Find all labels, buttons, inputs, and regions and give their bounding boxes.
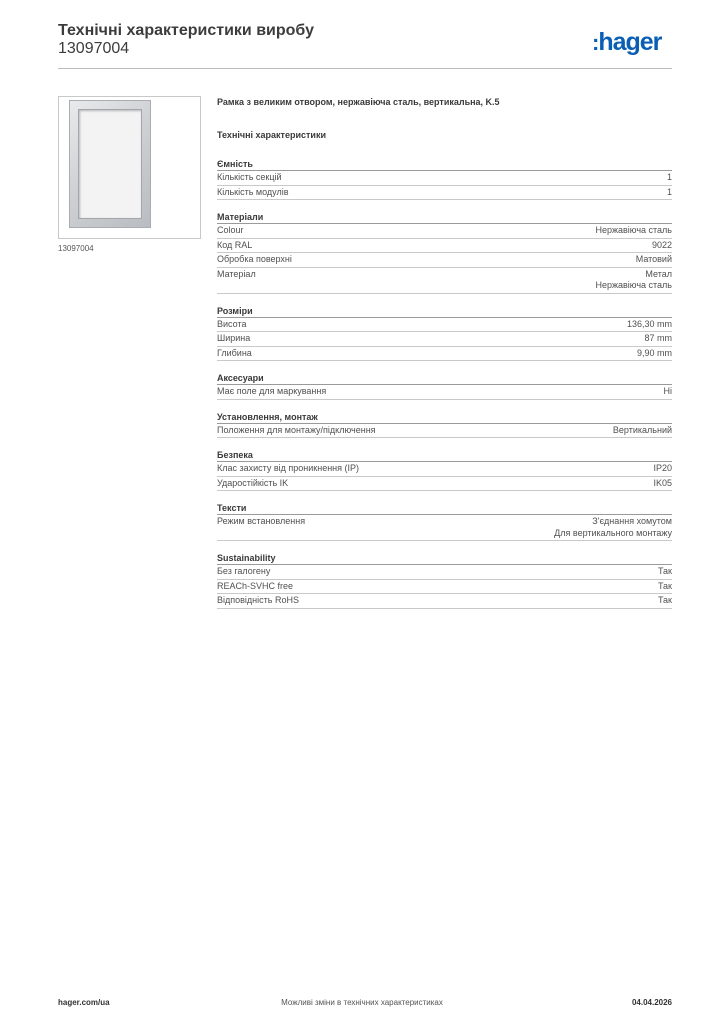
spec-label: Матеріал: [217, 268, 256, 279]
spec-value-line: Матовий: [635, 254, 672, 264]
spec-label: Colour: [217, 225, 244, 235]
spec-label: Кількість секцій: [217, 172, 282, 182]
spec-row: [217, 515, 672, 541]
spec-group-title: Sustainability: [217, 553, 276, 563]
spec-label: Ширина: [217, 333, 251, 343]
spec-row: [217, 171, 672, 186]
spec-label: Має поле для маркування: [217, 386, 327, 396]
spec-group-title: Матеріали: [217, 212, 264, 222]
image-caption: 13097004: [58, 244, 94, 253]
spec-groups: [217, 159, 672, 609]
spec-row: [217, 462, 672, 477]
spec-label: Клас захисту від проникнення (IP): [217, 463, 360, 473]
spec-value: [636, 254, 672, 266]
spec-label: Відповідність RoHS: [217, 595, 299, 605]
spec-value: [554, 516, 672, 539]
spec-row: [217, 318, 672, 333]
spec-group-title: Тексти: [217, 503, 247, 513]
spec-label: Глибина: [217, 347, 252, 358]
spec-value: [595, 225, 672, 237]
spec-value-line: Метал: [645, 268, 672, 279]
spec-label: Обробка поверхні: [217, 254, 292, 264]
spec-value: [644, 333, 672, 345]
logo-mark: :: [592, 30, 599, 55]
spec-row: [217, 253, 672, 268]
spec-value-line: Ні: [663, 386, 672, 396]
document-title: Технічні характеристики виробу: [58, 22, 314, 39]
spec-value: [595, 269, 672, 292]
spec-label: Ударостійкість IK: [217, 477, 289, 488]
spec-value: [652, 240, 672, 252]
spec-row: [217, 424, 672, 439]
spec-group-title: Установлення, монтаж: [217, 411, 318, 422]
footer-website: hager.com/ua: [58, 998, 110, 1007]
logo-text: hager: [598, 28, 662, 56]
spec-value-line: З'єднання хомутом: [592, 516, 672, 526]
spec-row: [217, 565, 672, 580]
spec-value: [667, 172, 672, 184]
spec-value-line: Для вертикального монтажу: [554, 527, 672, 538]
footer-date: 04.04.2026: [631, 998, 672, 1007]
spec-value-line: Так: [657, 580, 672, 591]
section-heading: Технічні характеристики: [217, 130, 326, 140]
spec-value-line: 9,90 mm: [636, 347, 672, 358]
spec-row: [217, 594, 672, 609]
spec-value-line: 87 mm: [644, 333, 672, 343]
spec-value-line: Вертикальний: [612, 424, 672, 435]
product-name: Рамка з великим отвором, нержавіюча сталь, вертикальна, K.5: [217, 97, 500, 107]
spec-value: [658, 595, 672, 607]
frame-opening: [78, 109, 142, 219]
spec-label: Код RAL: [217, 239, 253, 250]
spec-value-line: IP20: [653, 463, 672, 473]
header-divider: [58, 68, 672, 69]
spec-group-title: Безпека: [217, 450, 253, 460]
spec-value: [658, 581, 672, 593]
spec-value: [613, 425, 672, 437]
frame-picture: [69, 100, 151, 228]
spec-value: [653, 463, 672, 475]
spec-value-line: Так: [657, 595, 672, 605]
spec-value: [667, 187, 672, 199]
spec-row: [217, 580, 672, 595]
spec-row: [217, 186, 672, 201]
spec-value-line: 136,30 mm: [626, 318, 672, 329]
spec-row: [217, 239, 672, 254]
spec-value: [627, 319, 672, 331]
spec-group-title: Аксесуари: [217, 373, 264, 383]
spec-value-line: Нержавіюча сталь: [595, 280, 672, 290]
spec-value-line: IK05: [653, 477, 672, 488]
spec-value: [653, 478, 672, 490]
spec-value-line: 1: [666, 172, 672, 182]
product-code: 13097004: [58, 40, 130, 57]
spec-group-title: Розміри: [217, 305, 253, 316]
spec-value: [637, 348, 672, 360]
spec-label: Положення для монтажу/підключення: [217, 424, 376, 435]
spec-label: Висота: [217, 318, 247, 329]
spec-row: [217, 268, 672, 294]
footer-disclaimer: Можливі зміни в технічних характеристиках: [281, 998, 443, 1007]
spec-value-line: Нержавіюча сталь: [595, 225, 672, 235]
spec-label: Без галогену: [217, 566, 271, 576]
spec-value: [658, 566, 672, 578]
spec-label: Режим встановлення: [217, 516, 306, 526]
spec-value-line: 9022: [651, 239, 672, 250]
spec-row: [217, 224, 672, 239]
spec-row: [217, 385, 672, 400]
spec-value: [664, 386, 673, 398]
product-image: [58, 96, 201, 239]
spec-label: Кількість модулів: [217, 186, 289, 197]
spec-label: REACh-SVHC free: [217, 580, 294, 591]
spec-value-line: Так: [657, 566, 672, 576]
hager-logo: [592, 28, 661, 57]
spec-value-line: 1: [666, 186, 672, 197]
spec-content: [217, 96, 672, 609]
spec-row: [217, 477, 672, 492]
spec-row: [217, 332, 672, 347]
spec-row: [217, 347, 672, 362]
spec-group-title: Ємність: [217, 159, 253, 169]
